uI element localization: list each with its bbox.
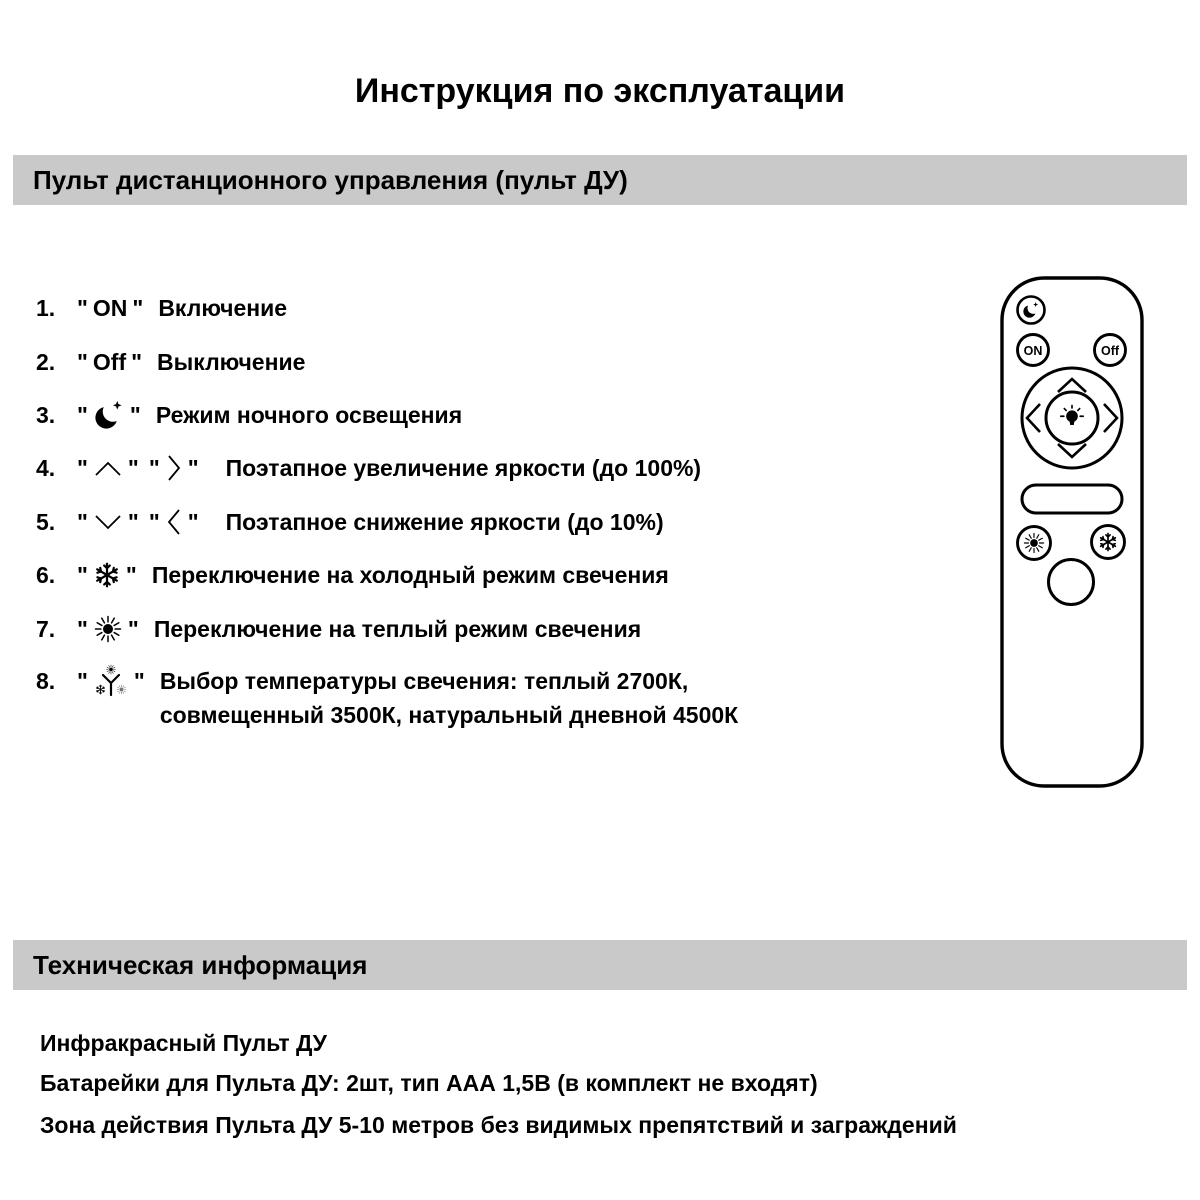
quote-mark: " (77, 561, 88, 588)
quote-mark: " (131, 348, 143, 375)
item-number: 1. (36, 294, 56, 321)
quote-mark: " (77, 508, 88, 535)
section-heading-text: Пульт дистанционного управления (пульт ДУ) (33, 164, 628, 195)
instruction-item-cold-mode (36, 557, 669, 593)
item-number: 4. (36, 454, 56, 481)
quote-mark: " (148, 508, 160, 535)
section-heading-remote (13, 155, 1187, 205)
section-heading-text: Техническая информация (33, 949, 368, 980)
item-text: Режим ночного освещения (155, 401, 463, 428)
item-text: Выключение (157, 348, 306, 375)
quote-mark: " (127, 454, 139, 481)
quote-mark: " (77, 615, 88, 642)
page-title: Инструкция по эксплуатации (354, 72, 846, 110)
section-heading-tech (13, 940, 1187, 990)
quote-mark: " (77, 454, 88, 481)
item-text: Переключение на теплый режим свечения (153, 615, 642, 642)
instruction-item-warm-mode (36, 611, 641, 647)
item-number: 7. (36, 615, 56, 642)
instruction-item-temperature-select (36, 664, 738, 734)
off-button-label: Off (1100, 344, 1120, 358)
quote-mark: " (187, 508, 199, 535)
tech-info-line: Батарейки для Пульта ДУ: 2шт, тип ААА 1,5В (в комплект не входят) (40, 1070, 818, 1096)
item-text-line2: совмещенный 3500К, натуральный дневной 4500К (159, 702, 739, 728)
quote-mark: " (77, 294, 88, 321)
remote-control-figure (999, 275, 1145, 789)
item-number: 3. (36, 401, 56, 428)
item-number: 2. (36, 348, 56, 375)
instruction-item-brightness-up (36, 450, 701, 486)
off-key-label: Off (92, 348, 127, 375)
item-text: Поэтапное увеличение яркости (до 100%) (225, 454, 702, 481)
instruction-item-off (36, 344, 305, 380)
item-number: 6. (36, 561, 56, 588)
chevron-up-icon (93, 457, 123, 479)
item-number: 8. (36, 668, 56, 694)
chevron-right-icon (165, 452, 183, 484)
on-button-label: ON (1023, 344, 1043, 358)
snowflake-icon (93, 561, 121, 589)
warm-sun-icon (93, 614, 123, 644)
item-text-line1: Выбор температуры свечения: теплый 2700К, (159, 668, 689, 694)
quote-mark: " (125, 561, 137, 588)
quote-mark: " (127, 508, 139, 535)
on-key-label: ON (92, 294, 128, 321)
instruction-item-night-mode (36, 397, 462, 433)
night-mode-icon (93, 399, 125, 431)
chevron-down-icon (93, 511, 123, 533)
quote-mark: " (77, 348, 88, 375)
quote-mark: " (127, 615, 139, 642)
quote-mark: " (77, 401, 88, 428)
quote-mark: " (187, 454, 199, 481)
quote-mark: " (132, 294, 144, 321)
quote-mark: " (77, 668, 88, 694)
instruction-item-brightness-down (36, 504, 664, 540)
quote-mark: " (133, 668, 145, 694)
quote-mark: " (148, 454, 160, 481)
quote-mark: " (129, 401, 141, 428)
tech-info-line: Инфракрасный Пульт ДУ (40, 1030, 327, 1056)
tech-info-line: Зона действия Пульта ДУ 5-10 метров без видимых препятствий и заграждений (40, 1112, 957, 1138)
temperature-select-icon (93, 664, 129, 700)
item-text: Включение (158, 294, 288, 321)
item-number: 5. (36, 508, 56, 535)
instruction-item-on (36, 290, 287, 326)
item-text: Поэтапное снижение яркости (до 10%) (225, 508, 664, 535)
item-text (160, 664, 738, 732)
item-text: Переключение на холодный режим свечения (151, 561, 669, 588)
chevron-left-icon (165, 506, 183, 538)
